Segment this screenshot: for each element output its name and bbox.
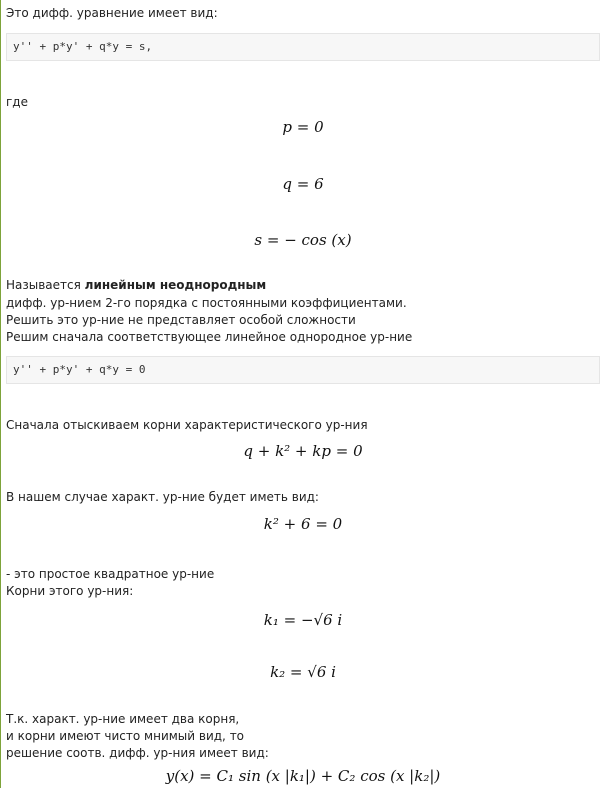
classification-bold: линейным неоднородным <box>84 278 267 292</box>
equation-characteristic: q + k² + kp = 0 <box>243 442 363 460</box>
simple-quadratic-text: - это простое квадратное ур-ние <box>6 567 215 581</box>
classification-line-3: Решить это ур-ние не представляет особой сложности <box>6 313 356 327</box>
intro-text: Это дифф. уравнение имеет вид: <box>6 6 218 20</box>
classification-text <box>6 277 266 293</box>
equation-general-solution: y(x) = C₁ sin (x |k₁|) + C₂ cos (x |k₂|) <box>165 767 441 785</box>
equation-q: q = 6 <box>282 175 324 193</box>
equation-p: p = 0 <box>282 118 324 136</box>
code-block-equation: y'' + p*y' + q*y = s, <box>6 33 600 61</box>
conclusion-line-1: Т.к. характ. ур-ние имеет два корня, <box>6 712 240 726</box>
equation-k1: k₁ = −√6 i <box>263 611 343 629</box>
conclusion-line-2: и корни имеют чисто мнимый вид, то <box>6 729 245 743</box>
equation-k2: k₂ = √6 i <box>270 663 336 681</box>
conclusion-line-3: решение соотв. дифф. ур-ния имеет вид: <box>6 746 269 760</box>
equation-characteristic-case: k² + 6 = 0 <box>263 515 343 533</box>
where-text: где <box>6 95 28 109</box>
code-block-homogeneous: y'' + p*y' + q*y = 0 <box>6 356 600 384</box>
characteristic-intro: Сначала отыскиваем корни характеристического ур-ния <box>6 418 368 432</box>
classification-prefix: Называется <box>6 278 85 292</box>
equation-s: s = − cos (x) <box>254 231 352 249</box>
our-case-text: В нашем случае характ. ур-ние будет иметь вид: <box>6 490 319 504</box>
classification-line-2: дифф. ур-нием 2-го порядка с постоянными коэффициентами. <box>6 296 407 310</box>
left-border <box>0 0 1 788</box>
classification-line-4: Решим сначала соответствующее линейное однородное ур-ние <box>6 330 413 344</box>
roots-label: Корни этого ур-ния: <box>6 584 134 598</box>
